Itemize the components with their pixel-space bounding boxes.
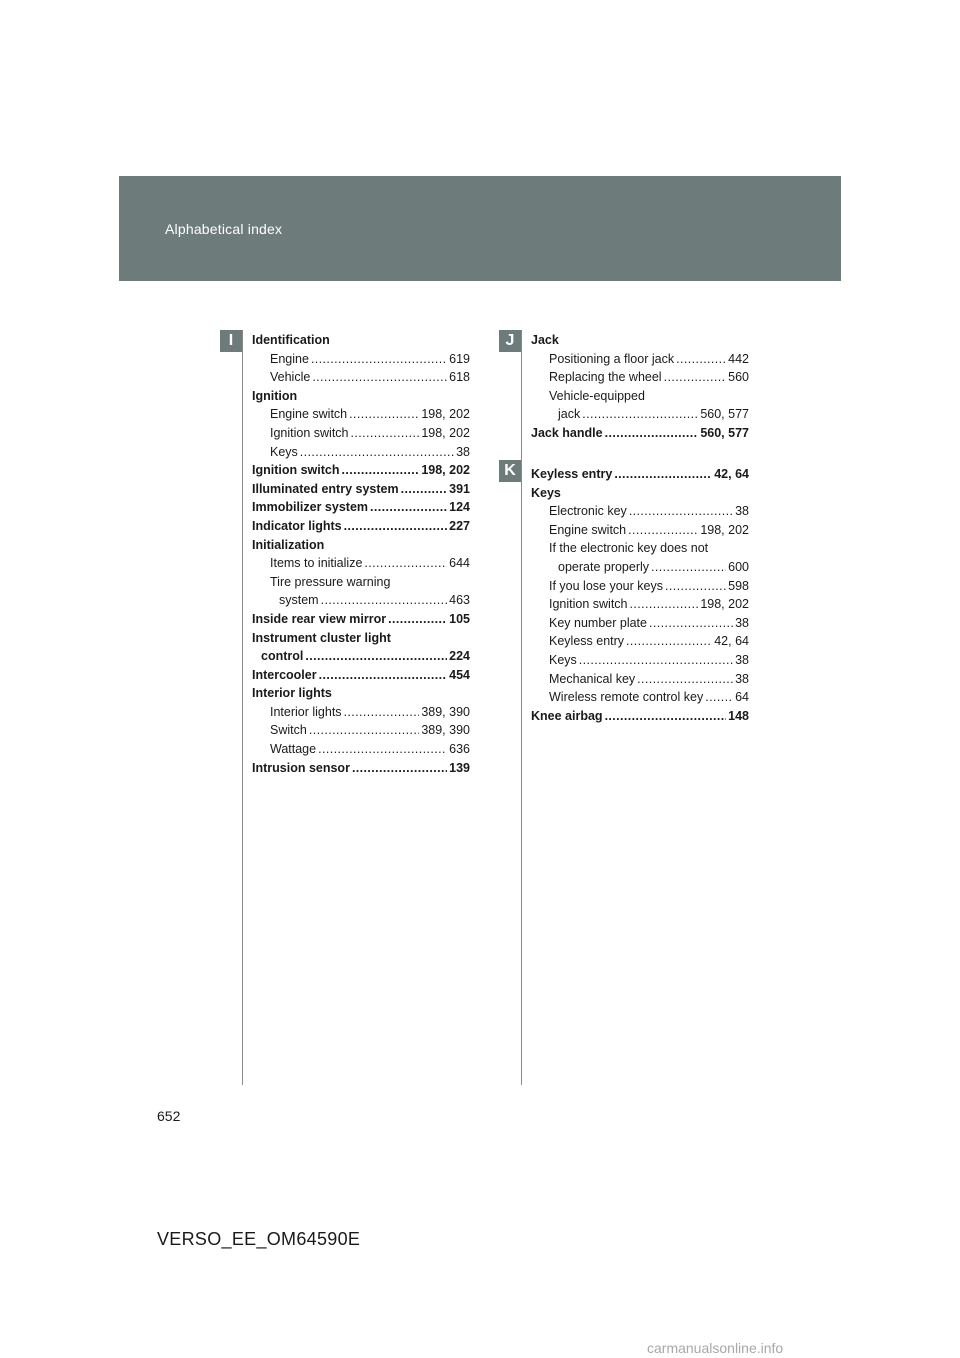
entry-label: If the electronic key does not	[549, 541, 709, 556]
entry-label: Keyless entry	[531, 467, 613, 481]
entry-page: 560, 577	[700, 407, 749, 422]
entry-label: Keys	[270, 444, 298, 459]
entry-label: Illuminated entry system	[252, 481, 399, 496]
dot-leader	[344, 703, 420, 722]
index-entry	[252, 703, 470, 722]
entry-label: Engine	[270, 351, 309, 366]
index-entry	[252, 684, 470, 703]
entry-page: 38	[735, 615, 749, 630]
dot-leader	[321, 591, 448, 610]
index-entry	[252, 350, 470, 369]
index-entry	[531, 350, 749, 369]
entry-label: Ignition switch	[270, 425, 349, 440]
index-entry	[531, 577, 749, 596]
entry-page: 198, 202	[700, 597, 749, 612]
dot-leader	[349, 405, 419, 424]
entry-label: Tire pressure warning	[270, 574, 391, 589]
entry-label: Engine switch	[549, 522, 627, 537]
dot-leader	[626, 632, 712, 651]
entry-label: Jack	[531, 333, 559, 347]
entry-label: Interior lights	[252, 686, 332, 701]
index-section-j	[531, 331, 749, 443]
index-entry	[531, 424, 749, 443]
dot-leader	[649, 614, 733, 633]
index-entry	[252, 610, 470, 629]
document-code: VERSO_EE_OM64590E	[157, 1229, 361, 1249]
entry-label: Items to initialize	[270, 556, 363, 571]
dot-leader	[370, 498, 447, 517]
entry-label: If you lose your keys	[549, 578, 663, 593]
dot-leader	[364, 554, 447, 573]
entry-label: Mechanical key	[549, 671, 636, 686]
entry-label: Initialization	[252, 537, 325, 552]
entry-label: Wattage	[270, 742, 317, 757]
index-entry	[531, 331, 749, 350]
dot-leader	[312, 368, 447, 387]
index-section-k	[531, 465, 749, 725]
entry-page: 198, 202	[421, 463, 470, 478]
entry-label: Wireless remote control key	[549, 690, 704, 705]
entry-label: Jack handle	[531, 425, 603, 440]
entry-label: control	[261, 649, 304, 664]
entry-label: Knee airbag	[531, 708, 603, 723]
entry-page: 105	[449, 611, 470, 626]
index-entry	[531, 614, 749, 633]
dot-leader	[351, 424, 420, 443]
index-entry	[252, 573, 470, 592]
section-letter-i: I	[220, 330, 242, 352]
entry-page: 227	[449, 518, 470, 533]
entry-page: 618	[449, 370, 470, 385]
index-entry	[252, 368, 470, 387]
entry-label: Key number plate	[549, 615, 647, 630]
dot-leader	[629, 502, 733, 521]
entry-page: 38	[735, 504, 749, 519]
column-divider-left	[242, 330, 243, 1085]
dot-leader	[309, 721, 420, 740]
index-entry	[252, 629, 470, 648]
entry-label: Ignition	[252, 388, 298, 403]
index-entry	[252, 405, 470, 424]
dot-leader	[388, 610, 447, 629]
index-entry	[252, 591, 470, 610]
entry-label: Ignition switch	[549, 597, 628, 612]
page-number: 652	[157, 1108, 181, 1124]
entry-label: Electronic key	[549, 504, 627, 519]
dot-leader	[401, 480, 448, 499]
dot-leader	[311, 350, 447, 369]
dot-leader	[651, 558, 726, 577]
entry-label: Inside rear view mirror	[252, 611, 387, 626]
entry-page: 389, 390	[421, 704, 470, 719]
entry-page: 64	[735, 690, 749, 705]
entry-page: 139	[449, 760, 470, 775]
dot-leader	[605, 424, 699, 443]
index-entry	[252, 647, 470, 666]
dot-leader	[319, 666, 448, 685]
entry-page: 148	[728, 708, 749, 723]
entry-label: Instrument cluster light	[252, 630, 391, 645]
entry-page: 198, 202	[421, 425, 470, 440]
entry-page: 391	[449, 481, 470, 496]
index-entry	[531, 595, 749, 614]
entry-page: 38	[456, 444, 470, 459]
index-entry	[252, 498, 470, 517]
entry-page: 124	[449, 500, 470, 515]
index-entry	[531, 484, 749, 503]
index-entry	[531, 368, 749, 387]
dot-leader	[676, 350, 726, 369]
index-entry	[252, 759, 470, 778]
index-entry	[531, 651, 749, 670]
index-entry	[531, 521, 749, 540]
index-entry	[252, 424, 470, 443]
index-entry	[252, 554, 470, 573]
dot-leader	[637, 670, 733, 689]
entry-label: Positioning a floor jack	[549, 351, 675, 366]
entry-page: 454	[449, 667, 470, 682]
index-entry	[252, 536, 470, 555]
index-entry	[531, 707, 749, 726]
entry-label: Replacing the wheel	[549, 370, 662, 385]
entry-page: 198, 202	[421, 407, 470, 422]
dot-leader	[318, 740, 447, 759]
dot-leader	[579, 651, 733, 670]
dot-leader	[665, 577, 726, 596]
entry-page: 636	[449, 742, 470, 757]
entry-page: 560, 577	[700, 425, 749, 440]
entry-label: Ignition switch	[252, 463, 340, 478]
entry-label: Engine switch	[270, 407, 348, 422]
entry-label: Interior lights	[270, 704, 342, 719]
entry-page: 442	[728, 351, 749, 366]
entry-page: 38	[735, 671, 749, 686]
dot-leader	[705, 688, 733, 707]
index-entry	[252, 666, 470, 685]
index-entry	[531, 405, 749, 424]
index-entry	[531, 465, 749, 484]
index-entry	[531, 688, 749, 707]
entry-label: Keys	[549, 652, 577, 667]
column-divider-right	[521, 330, 522, 1085]
index-entry	[531, 387, 749, 406]
index-entry	[252, 740, 470, 759]
entry-page: 560	[728, 370, 749, 385]
entry-page: 42, 64	[714, 467, 749, 481]
entry-page: 198, 202	[700, 522, 749, 537]
entry-page: 42, 64	[714, 634, 749, 649]
entry-label: jack	[558, 407, 581, 422]
entry-label: Indicator lights	[252, 518, 342, 533]
dot-leader	[305, 647, 447, 666]
entry-label: operate properly	[558, 559, 650, 574]
index-entry	[531, 632, 749, 651]
entry-page: 224	[449, 649, 470, 664]
entry-label: Switch	[270, 723, 307, 738]
index-entry	[252, 517, 470, 536]
entry-label: Identification	[252, 333, 330, 347]
index-entry	[252, 443, 470, 462]
entry-page: 463	[449, 593, 470, 608]
entry-label: Intercooler	[252, 667, 317, 682]
index-entry	[531, 670, 749, 689]
entry-label: Immobilizer system	[252, 500, 369, 515]
index-entry	[252, 461, 470, 480]
index-entry	[252, 387, 470, 406]
watermark: carmanualsonline.info	[647, 1340, 784, 1356]
section-letter-j: J	[499, 330, 521, 352]
entry-label: Keyless entry	[549, 634, 625, 649]
dot-leader	[344, 517, 448, 536]
dot-leader	[342, 461, 420, 480]
index-entry	[531, 539, 749, 558]
index-section-i	[252, 331, 470, 777]
dot-leader	[628, 521, 698, 540]
entry-label: system	[279, 593, 319, 608]
dot-leader	[582, 405, 698, 424]
dot-leader	[352, 759, 447, 778]
dot-leader	[630, 595, 699, 614]
entry-label: Intrusion sensor	[252, 760, 350, 775]
index-entry	[252, 480, 470, 499]
index-entry	[531, 502, 749, 521]
entry-page: 619	[449, 351, 470, 366]
index-entry	[252, 331, 470, 350]
entry-page: 598	[728, 578, 749, 593]
dot-leader	[300, 443, 454, 462]
entry-label: Vehicle-equipped	[549, 388, 645, 403]
entry-page: 389, 390	[421, 723, 470, 738]
header-title: Alphabetical index	[165, 221, 283, 237]
dot-leader	[664, 368, 727, 387]
index-entry	[531, 558, 749, 577]
entry-page: 644	[449, 556, 470, 571]
index-entry	[252, 721, 470, 740]
entry-page: 600	[728, 559, 749, 574]
entry-label: Vehicle	[270, 370, 311, 385]
section-letter-k: K	[499, 460, 521, 482]
dot-leader	[614, 465, 712, 484]
entry-label: Keys	[531, 485, 561, 500]
page-header	[119, 176, 841, 281]
entry-page: 38	[735, 652, 749, 667]
dot-leader	[605, 707, 727, 726]
